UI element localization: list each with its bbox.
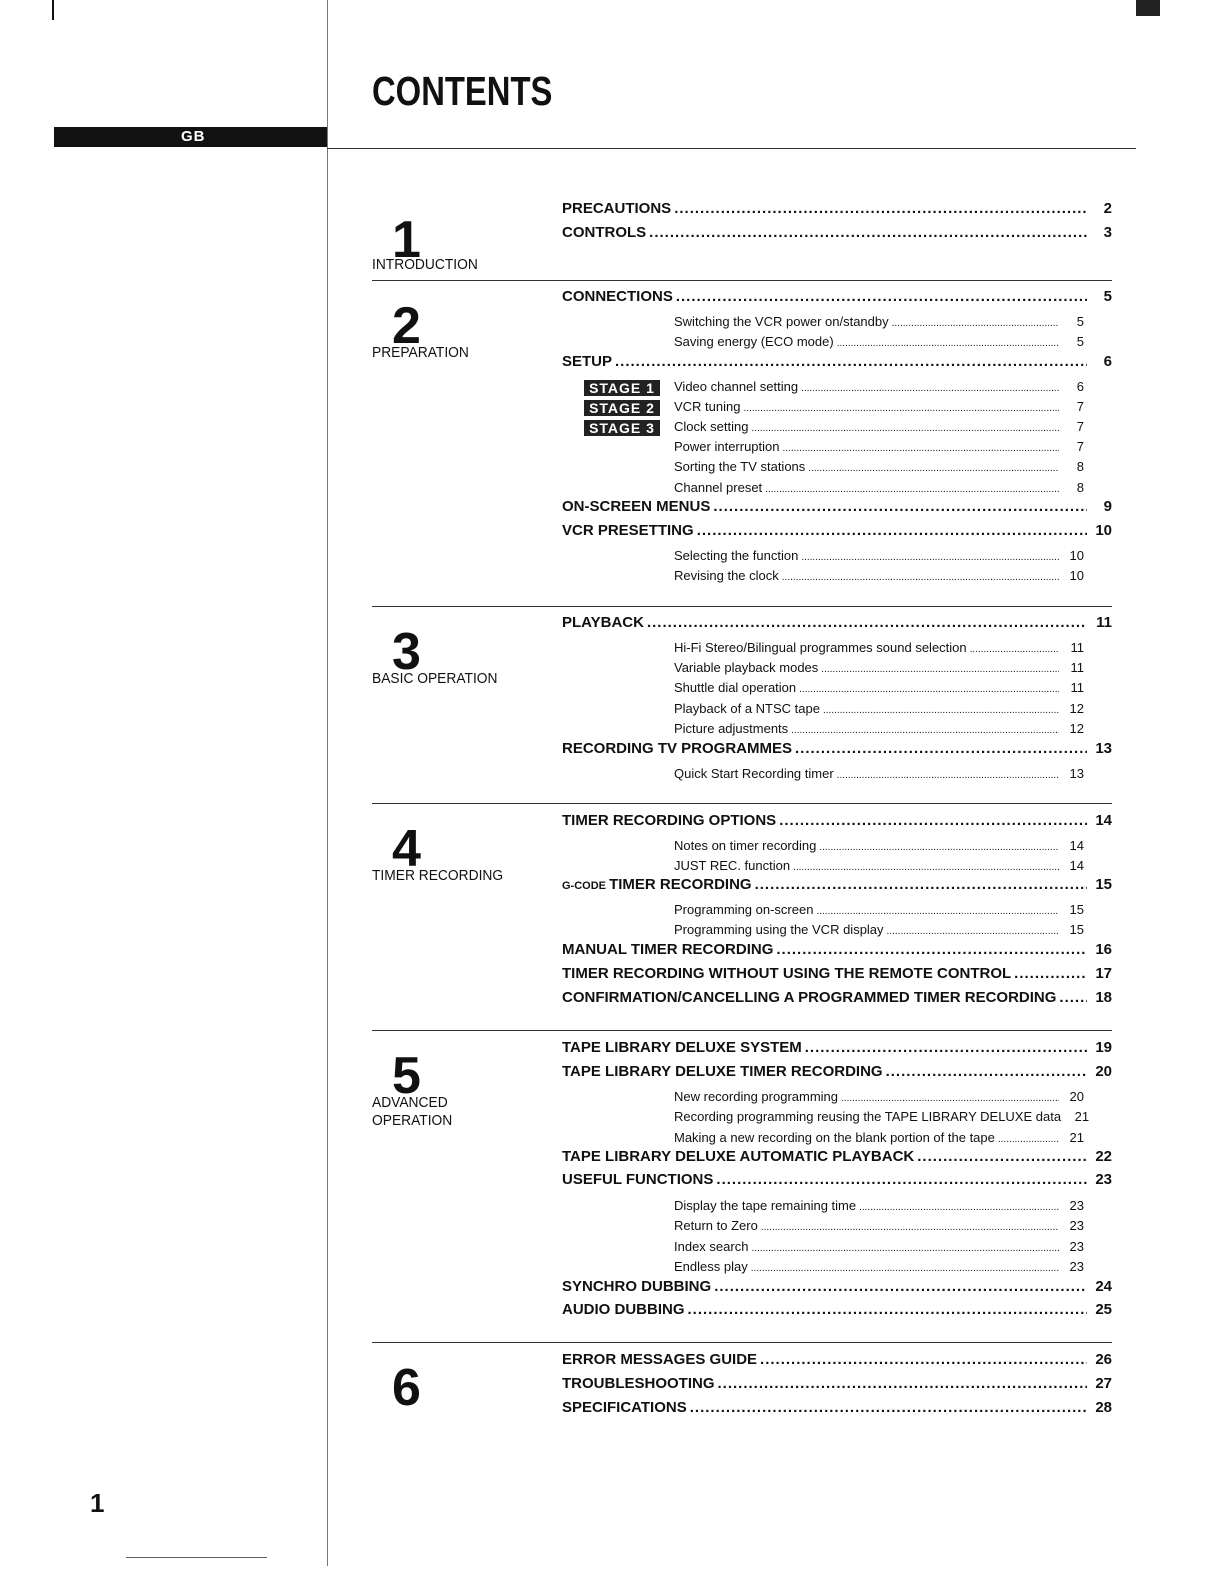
dot-leader — [805, 1039, 1087, 1056]
page-ref: 12 — [1069, 701, 1084, 716]
entry-label: Clock setting — [674, 419, 749, 434]
page-ref: 15 — [1069, 902, 1084, 917]
entry-label: Notes on timer recording — [674, 838, 817, 853]
entry-label: Endless play — [674, 1259, 748, 1274]
entry-label: JUST REC. function — [674, 858, 791, 873]
toc-subentry[interactable] — [562, 314, 1112, 332]
page-ref: 25 — [1095, 1301, 1112, 1318]
toc-subentry[interactable] — [562, 922, 1112, 940]
dot-leader — [714, 1278, 1087, 1295]
page-ref: 7 — [1076, 399, 1084, 414]
page-ref: 23 — [1069, 1239, 1084, 1254]
toc-entry[interactable] — [562, 224, 1112, 244]
entry-label: TAPE LIBRARY DELUXE AUTOMATIC PLAYBACK — [562, 1148, 915, 1165]
dot-leader — [688, 1301, 1088, 1318]
dot-leader — [801, 379, 1059, 394]
entry-label: SETUP — [562, 353, 613, 370]
entry-label: Programming on-screen — [674, 902, 814, 917]
dot-leader — [917, 1148, 1087, 1165]
dot-leader — [793, 858, 1059, 873]
toc-entry[interactable] — [562, 353, 1112, 373]
page-ref: 10 — [1095, 522, 1112, 539]
page-ref: 3 — [1103, 224, 1112, 241]
page-ref: 23 — [1069, 1218, 1084, 1233]
dot-leader — [765, 480, 1059, 495]
dot-leader — [718, 1375, 1088, 1392]
toc-subentry[interactable] — [562, 480, 1112, 498]
dot-leader — [801, 548, 1059, 563]
footer-line — [126, 1557, 267, 1558]
corner-registration-block — [1136, 0, 1160, 16]
toc-entry[interactable] — [562, 200, 1112, 220]
entry-label: Power interruption — [674, 439, 780, 454]
toc-subentry[interactable] — [562, 548, 1112, 566]
toc-entry[interactable] — [562, 1399, 1112, 1419]
entry-label: USEFUL FUNCTIONS — [562, 1171, 714, 1188]
page-ref: 9 — [1103, 498, 1112, 515]
title-rule — [327, 148, 1136, 149]
entry-label: VCR PRESETTING — [562, 522, 694, 539]
section-name: TIMER RECORDING — [372, 867, 504, 884]
language-tag: GB — [181, 128, 206, 145]
entry-label: RECORDING TV PROGRAMMES — [562, 740, 793, 757]
page-ref: 11 — [1070, 640, 1084, 655]
entry-label: Variable playback modes — [674, 660, 819, 675]
entry-label: Saving energy (ECO mode) — [674, 334, 834, 349]
toc-entry[interactable] — [562, 498, 1112, 518]
toc-subentry[interactable] — [562, 568, 1112, 586]
toc-entry[interactable] — [562, 522, 1112, 542]
page-ref: 21 — [1069, 1130, 1084, 1145]
entry-label: Playback of a NTSC tape — [674, 701, 820, 716]
entry-label: Selecting the function — [674, 548, 799, 563]
entry-label: TIMER RECORDING OPTIONS — [562, 812, 777, 829]
dot-leader — [859, 1198, 1059, 1213]
entry-label: CONNECTIONS — [562, 288, 673, 305]
page-ref: 11 — [1070, 660, 1084, 675]
page-ref: 10 — [1069, 568, 1084, 583]
page-ref: 20 — [1069, 1089, 1084, 1104]
entry-label: Channel preset — [674, 480, 763, 495]
section-number: 5 — [392, 1047, 421, 1105]
dot-leader — [837, 766, 1059, 781]
stage-badge: STAGE 2 — [584, 400, 660, 416]
dot-leader — [795, 740, 1087, 757]
toc-entry[interactable] — [562, 1039, 1112, 1059]
page-ref: 5 — [1076, 314, 1084, 329]
entry-label: Sorting the TV stations — [674, 459, 806, 474]
vertical-rule — [327, 0, 328, 1566]
page-ref: 23 — [1069, 1259, 1084, 1274]
section-number: 1 — [392, 211, 421, 269]
section-divider — [372, 803, 1112, 804]
dot-leader — [816, 902, 1059, 917]
entry-label: CONTROLS — [562, 224, 647, 241]
toc-subentry[interactable] — [562, 701, 1112, 719]
dot-leader — [716, 1171, 1087, 1188]
entry-label: Switching the VCR power on/standby — [674, 314, 889, 329]
toc-entry[interactable] — [562, 1375, 1112, 1395]
dot-leader — [837, 334, 1059, 349]
dot-leader — [892, 314, 1059, 329]
page-ref: 15 — [1069, 922, 1084, 937]
dot-leader — [808, 459, 1059, 474]
toc-entry[interactable] — [562, 1148, 1112, 1168]
dot-leader — [779, 812, 1087, 829]
dot-leader — [690, 1399, 1087, 1416]
dot-leader — [713, 498, 1087, 515]
dot-leader — [1014, 965, 1087, 982]
entry-label: PRECAUTIONS — [562, 200, 672, 217]
toc-entry[interactable] — [562, 941, 1112, 961]
page-ref: 5 — [1076, 334, 1084, 349]
toc-subentry[interactable] — [562, 1259, 1112, 1277]
entry-label: AUDIO DUBBING — [562, 1301, 685, 1318]
page-number: 1 — [90, 1488, 105, 1518]
page-ref: 23 — [1095, 1171, 1112, 1188]
toc-subentry[interactable] — [562, 1109, 1112, 1127]
page-ref: 7 — [1076, 439, 1084, 454]
stage-badge: STAGE 3 — [584, 420, 660, 436]
page-ref: 14 — [1069, 838, 1084, 853]
toc-entry[interactable] — [562, 740, 1112, 760]
stage-badge: STAGE 1 — [584, 380, 660, 396]
section-name: ADVANCED OPERATION — [372, 1094, 453, 1129]
entry-label: Return to Zero — [674, 1218, 758, 1233]
toc-subentry[interactable] — [562, 660, 1112, 678]
dot-leader — [751, 1239, 1059, 1254]
entry-label: Quick Start Recording timer — [674, 766, 834, 781]
entry-label: G-CODE TIMER RECORDING — [562, 876, 752, 893]
toc-entry[interactable] — [562, 614, 1112, 634]
page-ref: 5 — [1103, 288, 1112, 305]
entry-label: Index search — [674, 1239, 749, 1254]
page-ref: 27 — [1095, 1375, 1112, 1392]
dot-leader — [970, 640, 1059, 655]
entry-label: SYNCHRO DUBBING — [562, 1278, 712, 1295]
entry-label: ERROR MESSAGES GUIDE — [562, 1351, 758, 1368]
page-ref: 24 — [1095, 1278, 1112, 1295]
toc-subentry[interactable] — [562, 334, 1112, 352]
section-divider — [372, 280, 1112, 281]
page-ref: 7 — [1076, 419, 1084, 434]
dot-leader — [783, 439, 1060, 454]
section-number: 6 — [392, 1359, 421, 1417]
toc-entry[interactable] — [562, 876, 1112, 896]
section-number: 2 — [392, 297, 421, 355]
page-ref: 14 — [1095, 812, 1112, 829]
page-ref: 18 — [1095, 989, 1112, 1006]
dot-leader — [697, 522, 1087, 539]
toc-subentry[interactable] — [562, 640, 1112, 658]
page-ref: 8 — [1076, 459, 1084, 474]
entry-label: TAPE LIBRARY DELUXE TIMER RECORDING — [562, 1063, 883, 1080]
entry-label: TIMER RECORDING WITHOUT USING THE REMOTE CONTROL — [562, 965, 1012, 982]
toc-subentry[interactable] — [562, 1130, 1112, 1148]
entry-label: Revising the clock — [674, 568, 779, 583]
toc-subentry[interactable] — [562, 680, 1112, 698]
toc-entry[interactable] — [562, 1278, 1112, 1298]
dot-leader — [751, 419, 1059, 434]
dot-leader — [782, 568, 1059, 583]
dot-leader — [1059, 989, 1087, 1006]
dot-leader — [751, 1259, 1059, 1274]
entry-label: Programming using the VCR display — [674, 922, 884, 937]
entry-label: PLAYBACK — [562, 614, 644, 631]
toc-entry[interactable] — [562, 1171, 1112, 1191]
toc-subentry[interactable] — [562, 459, 1112, 477]
entry-label: TROUBLESHOOTING — [562, 1375, 715, 1392]
toc-subentry[interactable] — [562, 1089, 1112, 1107]
entry-label: VCR tuning — [674, 399, 741, 414]
entry-label: SPECIFICATIONS — [562, 1399, 687, 1416]
toc-subentry[interactable] — [562, 1218, 1112, 1236]
page-ref: 8 — [1076, 480, 1084, 495]
page-ref: 26 — [1095, 1351, 1112, 1368]
section-divider — [372, 606, 1112, 607]
page-ref: 21 — [1074, 1109, 1090, 1124]
crop-mark — [52, 0, 54, 20]
toc-subentry[interactable] — [562, 1239, 1112, 1257]
dot-leader — [615, 353, 1087, 370]
dot-leader — [823, 701, 1059, 716]
section-number: 3 — [392, 623, 421, 681]
toc-subentry[interactable] — [562, 858, 1112, 876]
entry-label: CONFIRMATION/CANCELLING A PROGRAMMED TIMER RECORDING — [562, 989, 1057, 1006]
page-ref: 11 — [1070, 680, 1084, 695]
dot-leader — [676, 288, 1087, 305]
page-ref: 6 — [1076, 379, 1084, 394]
toc-entry[interactable] — [562, 1063, 1112, 1083]
toc-entry[interactable] — [562, 1301, 1112, 1321]
page-ref: 14 — [1069, 858, 1084, 873]
toc-subentry[interactable] — [562, 838, 1112, 856]
page-title: CONTENTS — [372, 68, 553, 114]
page-ref: 13 — [1069, 766, 1084, 781]
page-ref: 19 — [1095, 1039, 1112, 1056]
page-ref: 6 — [1103, 353, 1112, 370]
entry-label: ON-SCREEN MENUS — [562, 498, 711, 515]
dot-leader — [791, 721, 1059, 736]
dot-leader — [819, 838, 1059, 853]
dot-leader — [755, 876, 1087, 893]
dot-leader — [649, 224, 1087, 241]
dot-leader — [886, 1063, 1087, 1080]
page-ref: 22 — [1095, 1148, 1112, 1165]
page-ref: 17 — [1095, 965, 1112, 982]
entry-label: Shuttle dial operation — [674, 680, 797, 695]
page-ref: 10 — [1069, 548, 1084, 563]
dot-leader — [887, 922, 1059, 937]
page-ref: 20 — [1095, 1063, 1112, 1080]
dot-leader — [776, 941, 1087, 958]
toc-subentry[interactable] — [562, 1198, 1112, 1216]
entry-label: Making a new recording on the blank portion of the tape — [674, 1130, 995, 1145]
section-name: BASIC OPERATION — [372, 670, 498, 687]
toc-subentry[interactable] — [562, 766, 1112, 784]
dot-leader — [760, 1351, 1087, 1368]
toc-subentry[interactable] — [562, 439, 1112, 457]
dot-leader — [841, 1089, 1059, 1104]
toc-entry[interactable] — [562, 812, 1112, 832]
section-divider — [372, 1342, 1112, 1343]
dot-leader — [998, 1130, 1059, 1145]
page-ref: 28 — [1095, 1399, 1112, 1416]
entry-label: MANUAL TIMER RECORDING — [562, 941, 774, 958]
dot-leader — [674, 200, 1087, 217]
entry-label: Display the tape remaining time — [674, 1198, 857, 1213]
page-ref: 23 — [1069, 1198, 1084, 1213]
section-name: INTRODUCTION — [372, 256, 478, 273]
page-ref: 16 — [1095, 941, 1112, 958]
toc-subentry[interactable] — [562, 721, 1112, 739]
section-number: 4 — [392, 820, 421, 878]
dot-leader — [761, 1218, 1059, 1233]
dot-leader — [743, 399, 1059, 414]
gcode-prefix: G-CODE — [562, 880, 610, 892]
dot-leader — [821, 660, 1059, 675]
page-ref: 15 — [1095, 876, 1112, 893]
toc-entry[interactable] — [562, 1351, 1112, 1371]
entry-label: Video channel setting — [674, 379, 799, 394]
toc-entry[interactable] — [562, 965, 1112, 985]
entry-label: TAPE LIBRARY DELUXE SYSTEM — [562, 1039, 802, 1056]
toc-entry[interactable] — [562, 989, 1112, 1009]
page-ref: 2 — [1103, 200, 1112, 217]
entry-label: Recording programming reusing the TAPE LIBRARY DELUXE data — [674, 1109, 1062, 1124]
page-ref: 11 — [1096, 614, 1112, 631]
page-ref: 12 — [1069, 721, 1084, 736]
entry-label: Hi-Fi Stereo/Bilingual programmes sound selection — [674, 640, 967, 655]
dot-leader — [647, 614, 1087, 631]
entry-label: New recording programming — [674, 1089, 839, 1104]
entry-label: Picture adjustments — [674, 721, 789, 736]
page-ref: 13 — [1095, 740, 1112, 757]
toc-subentry[interactable] — [562, 902, 1112, 920]
toc-entry[interactable] — [562, 288, 1112, 308]
section-divider — [372, 1030, 1112, 1031]
dot-leader — [799, 680, 1059, 695]
section-name: PREPARATION — [372, 344, 469, 361]
